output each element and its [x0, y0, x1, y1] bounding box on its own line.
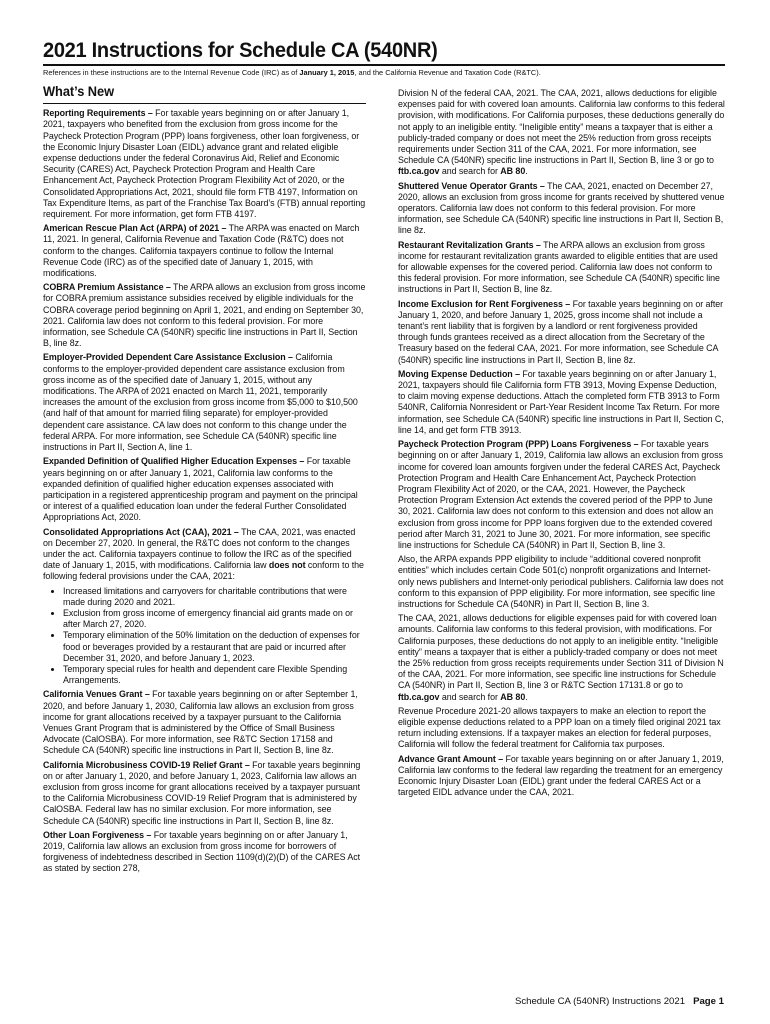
paragraph: [43, 456, 366, 523]
paragraph-text: .: [525, 691, 528, 702]
paragraph-lead: COBRA Premium Assistance –: [43, 282, 171, 293]
paragraph-text: For taxable years beginning on or after January 1, 2021, taxpayers who benefited from the exclusion from gross income for the Paycheck Protection Program (PPP) loans forgiveness, other loan forgiveness, or the Economic Injury Disaster Loan (EIDL) advance grant and related eligible expense deductions under the federal Coronavirus Aid, Relief and Economic Security (CARES) Act, Paycheck Protection Program and Health Care Enhancement Act, Paycheck Protection Program Flexibility Act of 2020, or the Consolidated Appropriations Act, 2021, should file form FTB 4197, Information on Tax Expenditure Items, as part of the Franchise Tax Board’s (FTB) annual reporting requirement. For more information, get form FTB 4197.: [43, 108, 366, 220]
list-item: • Temporary special rules for health and dependent care Flexible Spending Arrangements.: [63, 664, 366, 686]
paragraph: [398, 613, 725, 703]
paragraph-lead: Restaurant Revitalization Grants –: [398, 239, 541, 250]
list-item: • Temporary elimination of the 50% limitation on the deduction of expenses for food or beverages provided by a restaurant that are paid or incurred after December 31, 2020, and before January 1, 2023.: [63, 630, 366, 664]
right-paragraphs: [398, 88, 725, 798]
paragraph-text: The CAA, 2021, enacted on December 27, 2020, allows an exclusion from gross income for grants received by shuttered venue operators. California law does not conform to this federal provision. For more information, see Schedule CA (540NR) specific line instructions in Part II, Section B, line 8z.: [398, 180, 725, 236]
paragraph: [398, 439, 725, 551]
paragraph-lead: Consolidated Appropriations Act (CAA), 2021 –: [43, 526, 239, 537]
paragraph-text: For taxable years beginning on or after January 1, 2021, California law conforms to the expanded definition of qualified higher education expenses associated with participation in a registered apprenticeship program and payment on the principal or interest of a qualified education loan under the federal Further Consolidated Appropriations Act, 2020.: [43, 456, 358, 523]
caa-provisions-list: [43, 586, 366, 687]
page-title: 2021 Instructions for Schedule CA (540NR): [43, 38, 438, 62]
paragraph-text: For taxable years beginning on or after January 1, 2021, taxpayers should file California form FTB 3913, Moving Expense Deduction, to claim moving expense deductions. Attach the completed form FTB 3913 to Form 540NR, California Nonresident or Part-Year Resident Income Tax Return. For more information, see Schedule CA (540NR) specific line instructions in Part II, Section C, line 14, and get form FTB 3913.: [398, 368, 724, 435]
section-rule: [43, 103, 366, 104]
paragraph-emphasis: ftb.ca.gov: [398, 691, 440, 702]
paragraph-text: Revenue Procedure 2021-20 allows taxpayers to make an election to report the eligible expense deductions related to a PPP loan on a timely filed original 2021 tax return including extensions. If a taxpayer makes an election for federal purposes, California will follow the federal treatment for California tax purposes.: [398, 705, 721, 750]
paragraph-emphasis: ftb.ca.gov: [398, 166, 440, 177]
paragraph-text: California conforms to the employer-provided dependent care assistance exclusion from gross income as of the specified date of January 1, 2015, without any modifications. The ARPA of 2021 enacted on March 11, 2021, temporarily increases the amount of the exclusion from gross income from $5,000 to $10,500 (and half of that amount for married filing separate) for employer-provided dependent care assistance. CA law does not conform to this change under the federal ARPA. For more information, see Schedule CA (540NR) specific line instructions in Part II, Section A, line 1.: [43, 352, 358, 453]
paragraph: [398, 754, 725, 799]
paragraph-text: and search for: [439, 166, 501, 177]
paragraph-text: The ARPA was enacted on March 11, 2021. In general, California Revenue and Taxation Code (R&TC) does not conform to the changes. California taxpayers continue to follow the Internal Revenue Code (IRC) as of the specified date of January 1, 2015, with modifications.: [43, 223, 360, 279]
paragraph: [43, 830, 366, 875]
references-note-pre: References in these instructions are to the Internal Revenue Code (IRC) as of: [43, 68, 300, 77]
left-paragraphs-continued: [43, 689, 366, 874]
paragraph-lead: American Rescue Plan Act (ARPA) of 2021 –: [43, 223, 227, 234]
paragraph-lead: California Venues Grant –: [43, 689, 150, 700]
paragraph: [398, 299, 725, 366]
paragraph: [43, 527, 366, 583]
list-item: • Increased limitations and carryovers for charitable contributions that were made during 2020 and 2021.: [63, 586, 366, 608]
paragraph: [43, 352, 366, 453]
paragraph: [43, 223, 366, 279]
paragraph-emphasis: does not: [268, 560, 306, 571]
left-column: [43, 86, 366, 878]
paragraph-lead: Expanded Definition of Qualified Higher Education Expenses –: [43, 456, 305, 467]
paragraph-lead: Shuttered Venue Operator Grants –: [398, 180, 545, 191]
paragraph-text: For taxable years beginning on or after January 1, 2020, and before January 1, 2025, gross income shall not include a tenant’s rent liability that is forgiven by a landlord or rent forgiveness provided through funds grantees received as a direct allocation from the Secretary of the Treasury based on the federal CAA, 2021. For more information, see Schedule CA (540NR) specific line instructions in Part II, Section B, line 8z.: [398, 298, 724, 365]
paragraph-text: The CAA, 2021, was enacted on December 27, 2020. In general, the R&TC does not conform to the changes under the act. California taxpayers continue to follow the IRC as of the specified date of January 1, 2015, with modifications. California law: [43, 526, 356, 571]
paragraph-text: For taxable years beginning on or after January 1, 2020, and before January 1, 2023, California law allows an exclusion from gross income for grant allocations received by a taxpayer pursuant to the California Microbusiness COVID-19 Relief Program that is administered by CalOSBA. Federal law has no similar exclusion. For more information, see Schedule CA (540NR) specific line instructions in Part II, Section B, line 8z.: [43, 759, 361, 826]
paragraph-text: For taxable years beginning on or after January 1, 2019, California law allows an exclusion from gross income for covered loan amounts forgiven under the federal CARES Act, Paycheck Protection Program and Health Care Enhancement Act, Paycheck Protection Program Flexibility Act of 2020, or the CAA, 2021. However, the Paycheck Protection Program Extension Act extends the covered period of the PPP to June 30, 2021. California law does not conform to this extension and does not allow an exclusion from gross income for PPP loans forgiven due to the extended covered period after March 31, 2021 to June 30, 2021. For more information, see specific line instructions for Schedule CA (540NR) in Part II, Section B, line 3.: [398, 439, 723, 550]
paragraph-text: conform to the following federal provisions under the CAA, 2021:: [43, 560, 364, 582]
paragraph-text: Division N of the federal CAA, 2021. The CAA, 2021, allows deductions for eligible expenses paid for with covered loan amounts. California law conforms to this federal provision, with modifications. For California purposes, these deductions generally do not apply to an ineligible entity. “Ineligible entity” means a taxpayer that is either a publicly-traded company or does not meet the 25% reduction from gross receipts requirements under Section 311 of the CAA, 2021. For more information, see Schedule CA (540NR) specific line instructions in Part II, Section B, line 3 or go to: [398, 88, 725, 166]
paragraph-lead: Advance Grant Amount –: [398, 753, 504, 764]
paragraph-text: Also, the ARPA expands PPP eligibility to include “additional covered nonprofit entities” which includes certain Code 501(c) nonprofit organizations and Internet-only news publishers and Internet-only periodical publishers. California law does not conform to this expansion of PPP eligibility. For more information, see specific line instructions for Schedule CA (540NR) in Part II, Section B, line 3.: [398, 554, 724, 609]
paragraph-emphasis: AB 80: [500, 691, 526, 702]
paragraph: [398, 554, 725, 610]
paragraph-lead: Employer-Provided Dependent Care Assistance Exclusion –: [43, 352, 293, 363]
paragraph: [43, 108, 366, 220]
page-footer: [515, 996, 724, 1007]
footer-page-number: Page 1: [693, 996, 724, 1007]
paragraph: [43, 689, 366, 756]
paragraph-lead: Income Exclusion for Rent Forgiveness –: [398, 298, 571, 309]
paragraph-text: .: [525, 166, 528, 177]
paragraph: [398, 181, 725, 237]
references-note-post: , and the California Revenue and Taxation Code (R&TC).: [354, 68, 541, 77]
references-note-date: January 1, 2015: [299, 68, 355, 77]
paragraph-text: For taxable years beginning on or after January 1, 2019, California law conforms to the federal law regarding the treatment for an emergency Economic Injury Disaster Loan (EIDL) grant under the federal CARES Act or a targeted EIDL advance under the CAA, 2021.: [398, 753, 724, 798]
paragraph-text: The ARPA allows an exclusion from gross income for COBRA premium assistance subsidies received by eligible individuals for the COBRA coverage period beginning on April 1, 2021, and ending on September 30, 2021. California law does not conform to this federal provision. For more information, see Schedule CA (540NR) specific line instructions in Part II, Section B, line 8z.: [43, 282, 366, 349]
section-heading: What’s New: [43, 84, 115, 99]
paragraph-emphasis: AB 80: [500, 166, 526, 177]
paragraph: [43, 282, 366, 349]
list-item: • Exclusion from gross income of emergency financial aid grants made on or after March 27, 2020.: [63, 608, 366, 630]
footer-document-name: Schedule CA (540NR) Instructions 2021: [514, 996, 686, 1007]
paragraph-lead: Moving Expense Deduction –: [398, 368, 520, 379]
right-column: [398, 88, 725, 801]
paragraph: [398, 88, 725, 178]
references-note: [43, 68, 733, 77]
paragraph: [43, 760, 366, 827]
paragraph-text: and search for: [439, 691, 501, 702]
paragraph-text: For taxable years beginning on or after January 1, 2019, California law allows an exclusion from gross income for borrowers of forgiveness of indebtedness described in Section 1109(d)(2)(D) of the CARES Act as stated by section 278,: [43, 829, 361, 874]
paragraph-lead: Reporting Requirements –: [43, 108, 153, 119]
paragraph-lead: Paycheck Protection Program (PPP) Loans Forgiveness –: [398, 439, 639, 450]
paragraph: [398, 240, 725, 296]
title-rule: [43, 64, 725, 66]
paragraph-text: For taxable years beginning on or after September 1, 2020, and before January 1, 2030, California law allows an exclusion from gross income for grant allocations received by a taxpayer pursuant to the California Venues Grant Program that is administered by the Office of Small Business Advocate (CalOSBA). For more information, see R&TC Section 17158 and Schedule CA (540NR) specific line instructions in Part II, Section B, line 8z.: [43, 689, 358, 756]
paragraph: [398, 706, 725, 751]
left-paragraphs: [43, 108, 366, 582]
paragraph: [398, 369, 725, 436]
paragraph-text: The CAA, 2021, allows deductions for eligible expenses paid for with covered loan amounts. California law conforms to this federal provision, with modifications. For California purposes, these deductions do not apply to an ineligible entity. “Ineligible entity” means a taxpayer that is either a publicly-traded company or does not meet the 25% reduction from gross receipts requirements under Section 311 of Division N of the CAA, 2021. For more information, see specific line instructions for Schedule CA (540NR) in Part II, Section B, line 3 or R&TC Section 17131.8 or go to: [398, 613, 724, 691]
paragraph-text: The ARPA allows an exclusion from gross income for restaurant revitalization grants awarded to eligible entities that are used for allowable expenses for the covered period. California law does not conform to this federal provision. For more information, see Schedule CA (540NR) specific line instructions in Part II, Section B, line 8z.: [398, 239, 720, 295]
paragraph-lead: California Microbusiness COVID-19 Relief Grant –: [43, 759, 250, 770]
paragraph-lead: Other Loan Forgiveness –: [43, 829, 152, 840]
